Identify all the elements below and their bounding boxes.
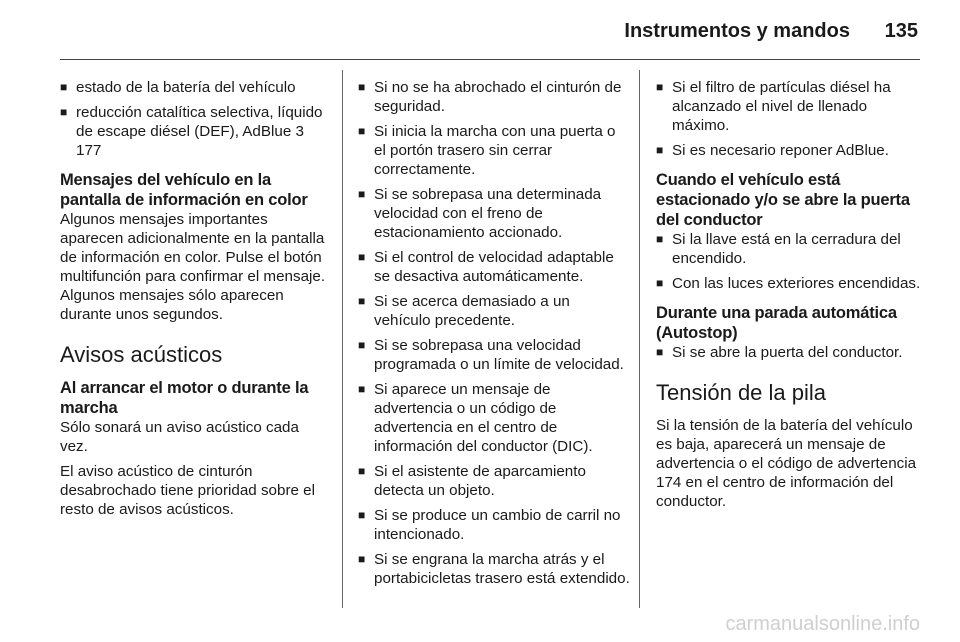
list-item: ■ Si se engrana la marcha atrás y el portabicicletas trasero está extendido. xyxy=(358,550,630,588)
bullet-list xyxy=(358,78,630,588)
column-divider xyxy=(342,70,343,608)
paragraph: El aviso acústico de cinturón desabrochado tiene prioridad sobre el resto de avisos acústicos. xyxy=(60,463,315,518)
list-item: ■ estado de la batería del vehículo xyxy=(60,78,330,97)
list-item: ■ Si es necesario reponer AdBlue. xyxy=(656,141,926,160)
column-divider xyxy=(639,70,640,608)
page-header xyxy=(0,0,960,60)
bullet-list xyxy=(656,78,926,160)
list-item: ■ Si el control de velocidad adaptable se desactiva automáticamente. xyxy=(358,248,630,286)
list-item: ■ Si inicia la marcha con una puerta o el portón trasero sin cerrar correctamente. xyxy=(358,122,630,179)
column-2 xyxy=(358,78,630,594)
list-item: ■ Si la llave está en la cerradura del encendido. xyxy=(656,230,926,268)
list-item: ■ Si se sobrepasa una velocidad programada o un límite de velocidad. xyxy=(358,336,630,374)
header-title: Instrumentos y mandos xyxy=(624,20,850,42)
subheading-parked: Cuando el vehículo está estacionado y/o se abre la puerta del conductor xyxy=(656,171,910,229)
page-reference[interactable]: 177 xyxy=(76,142,102,159)
section-heading: Avisos acústicos xyxy=(60,342,223,367)
subheading-start: Al arrancar el motor o durante la marcha xyxy=(60,379,309,417)
list-item: ■ Si el filtro de partículas diésel ha alcanzado el nivel de llenado máximo. xyxy=(656,78,926,135)
paragraph: Sólo sonará un aviso acústico cada vez. xyxy=(60,419,299,455)
page-reference-icon: 3 xyxy=(295,123,304,140)
list-item: ■ Con las luces exteriores encendidas. xyxy=(656,274,926,293)
list-item: ■ Si se abre la puerta del conductor. xyxy=(656,343,926,362)
subheading-messages: Mensajes del vehículo en la pantalla de información en color xyxy=(60,171,308,209)
paragraph: Algunos mensajes importantes aparecen adicionalmente en la pantalla de información en color. Pulse el botón multifunción para confirmar el mensaje. Algunos mensajes sólo aparecen durante unos segundos. xyxy=(60,211,326,323)
list-item: ■ Si el asistente de aparcamiento detecta un objeto. xyxy=(358,462,630,500)
bullet-list xyxy=(656,343,926,362)
list-item: ■ Si se produce un cambio de carril no intencionado. xyxy=(358,506,630,544)
list-item: ■ Si no se ha abrochado el cinturón de seguridad. xyxy=(358,78,630,116)
column-1 xyxy=(60,78,330,525)
subheading-autostop: Durante una parada automática (Autostop) xyxy=(656,304,897,342)
watermark: carmanualsonline.info xyxy=(725,613,920,635)
list-item: ■ Si se acerca demasiado a un vehículo precedente. xyxy=(358,292,630,330)
column-3 xyxy=(656,78,926,517)
list-item: ■ reducción catalítica selectiva, líquido de escape diésel (DEF), AdBlue 3 177 xyxy=(60,103,330,160)
list-item: ■ Si aparece un mensaje de advertencia o un código de advertencia en el centro de información del conductor (DIC). xyxy=(358,380,630,456)
list-item: ■ Si se sobrepasa una determinada velocidad con el freno de estacionamiento accionado. xyxy=(358,185,630,242)
bullet-list xyxy=(60,78,330,160)
page-number: 135 xyxy=(884,20,918,42)
section-heading: Tensión de la pila xyxy=(656,380,827,405)
bullet-list xyxy=(656,230,926,293)
header-rule xyxy=(60,59,920,60)
paragraph: Si la tensión de la batería del vehículo es baja, aparecerá un mensaje de advertencia o el código de advertencia 174 en el centro de información del conductor. xyxy=(656,417,917,510)
